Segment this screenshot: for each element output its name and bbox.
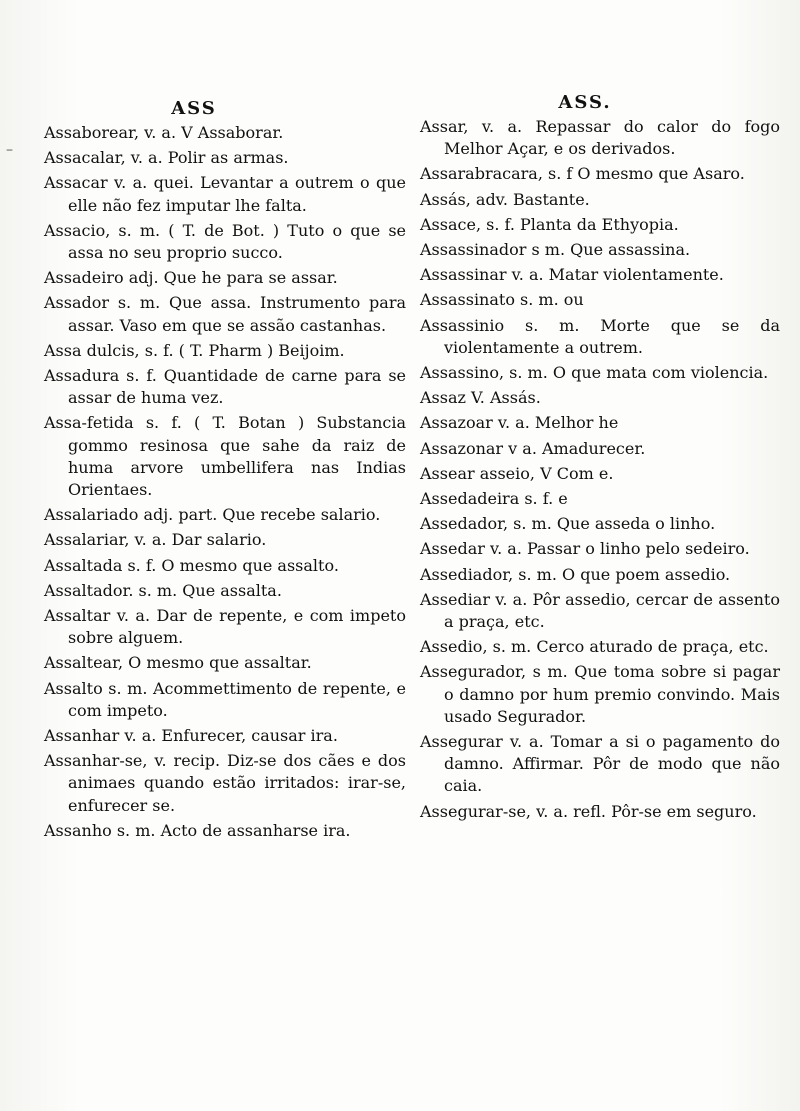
dictionary-entry: Assanho s. m. Acto de assanharse ira. <box>44 820 351 840</box>
left-column <box>44 96 406 845</box>
dictionary-entry: Assassinador s m. Que assassina. <box>420 240 691 260</box>
dictionary-entry: Assaltada s. f. O mesmo que assalto. <box>44 555 339 575</box>
dictionary-entry: Assear asseio, V Com e. <box>420 463 614 483</box>
dictionary-entry: Assediador, s. m. O que poem assedio. <box>420 564 731 584</box>
dictionary-entry: Assassinato s. m. ou <box>420 290 584 310</box>
dictionary-entry: Assediar v. a. Pôr assedio, cercar de assento a praça, etc. <box>420 589 780 632</box>
dictionary-entry: Assegurar v. a. Tomar a si o pagamento do damno. Affirmar. Pôr de modo que não caia. <box>420 732 780 796</box>
dictionary-entry: Assegurador, s m. Que toma sobre si pagar o damno por hum premio convindo. Mais usado Segurador. <box>420 662 780 726</box>
right-column-header: ASS. <box>558 92 612 113</box>
dictionary-entry: Assedador, s. m. Que asseda o linho. <box>420 514 716 534</box>
dictionary-entry: Assacio, s. m. ( T. de Bot. ) Tuto o que se assa no seu proprio succo. <box>44 220 406 263</box>
dictionary-entry: Assaltador. s. m. Que assalta. <box>44 580 282 600</box>
dictionary-entry: Assaz V. Assás. <box>420 388 541 408</box>
dictionary-entry: Assaltear, O mesmo que assaltar. <box>44 653 312 673</box>
dictionary-entry: Assedar v. a. Passar o linho pelo sedeiro. <box>420 539 750 559</box>
dictionary-entry: Assassino, s. m. O que mata com violencia. <box>420 363 769 383</box>
dictionary-entry: Assalariado adj. part. Que recebe salario. <box>44 505 381 525</box>
dictionary-entry: Assadura s. f. Quantidade de carne para se assar de huma vez. <box>44 366 406 408</box>
dictionary-entry: Assedadeira s. f. e <box>420 489 568 509</box>
dictionary-entry: Assassinar v. a. Matar violentamente. <box>420 265 724 285</box>
dictionary-entry: Assa-fetida s. f. ( T. Botan ) Substancia gommo resinosa que sahe da raiz de huma arvore umbellifera nas Indias Orientaes. <box>44 413 406 500</box>
dictionary-entry: Assadeiro adj. Que he para se assar. <box>44 268 338 288</box>
dictionary-entry: Assás, adv. Bastante. <box>420 189 590 209</box>
dictionary-entry: Assalariar, v. a. Dar salario. <box>44 530 267 550</box>
dictionary-entry: Assegurar-se, v. a. refl. Pôr-se em seguro. <box>420 801 757 821</box>
dictionary-entry: Assarabracara, s. f O mesmo que Asaro. <box>420 164 745 184</box>
dictionary-entry: Assedio, s. m. Cerco aturado de praça, etc. <box>420 637 769 657</box>
dictionary-entry: Assanhar-se, v. recip. Diz-se dos cães e dos animaes quando estão irritados: irar-se, enfurecer se. <box>44 751 406 815</box>
dictionary-entry: Assassinio s. m. Morte que se da violentamente a outrem. <box>420 315 780 357</box>
dictionary-entry: Assace, s. f. Planta da Ethyopia. <box>420 214 679 234</box>
dictionary-entry: Assazonar v a. Amadurecer. <box>420 438 646 458</box>
dictionary-entry: Assaborear, v. a. V Assaborar. <box>44 123 284 142</box>
dictionary-entry: Assar, v. a. Repassar do calor do fogo Melhor Açar, e os derivados. <box>420 117 780 159</box>
dictionary-entry: Assaltar v. a. Dar de repente, e com impeto sobre alguem. <box>44 606 406 648</box>
dictionary-entry: Assalto s. m. Acommettimento de repente, e com impeto. <box>44 678 406 720</box>
dictionary-entry: Assa dulcis, s. f. ( T. Pharm ) Beijoim. <box>44 340 345 360</box>
left-column-header: ASS <box>171 98 217 119</box>
margin-dash: – <box>6 142 13 158</box>
dictionary-entry: Assador s. m. Que assa. Instrumento para assar. Vaso em que se assão castanhas. <box>44 293 406 335</box>
right-column <box>420 92 780 826</box>
dictionary-entry: Assanhar v. a. Enfurecer, causar ira. <box>44 726 338 746</box>
dictionary-entry: Assazoar v. a. Melhor he <box>420 413 619 433</box>
dictionary-entry: Assacar v. a. quei. Levantar a outrem o que elle não fez imputar lhe falta. <box>44 173 406 215</box>
dictionary-entry: Assacalar, v. a. Polir as armas. <box>44 148 289 168</box>
